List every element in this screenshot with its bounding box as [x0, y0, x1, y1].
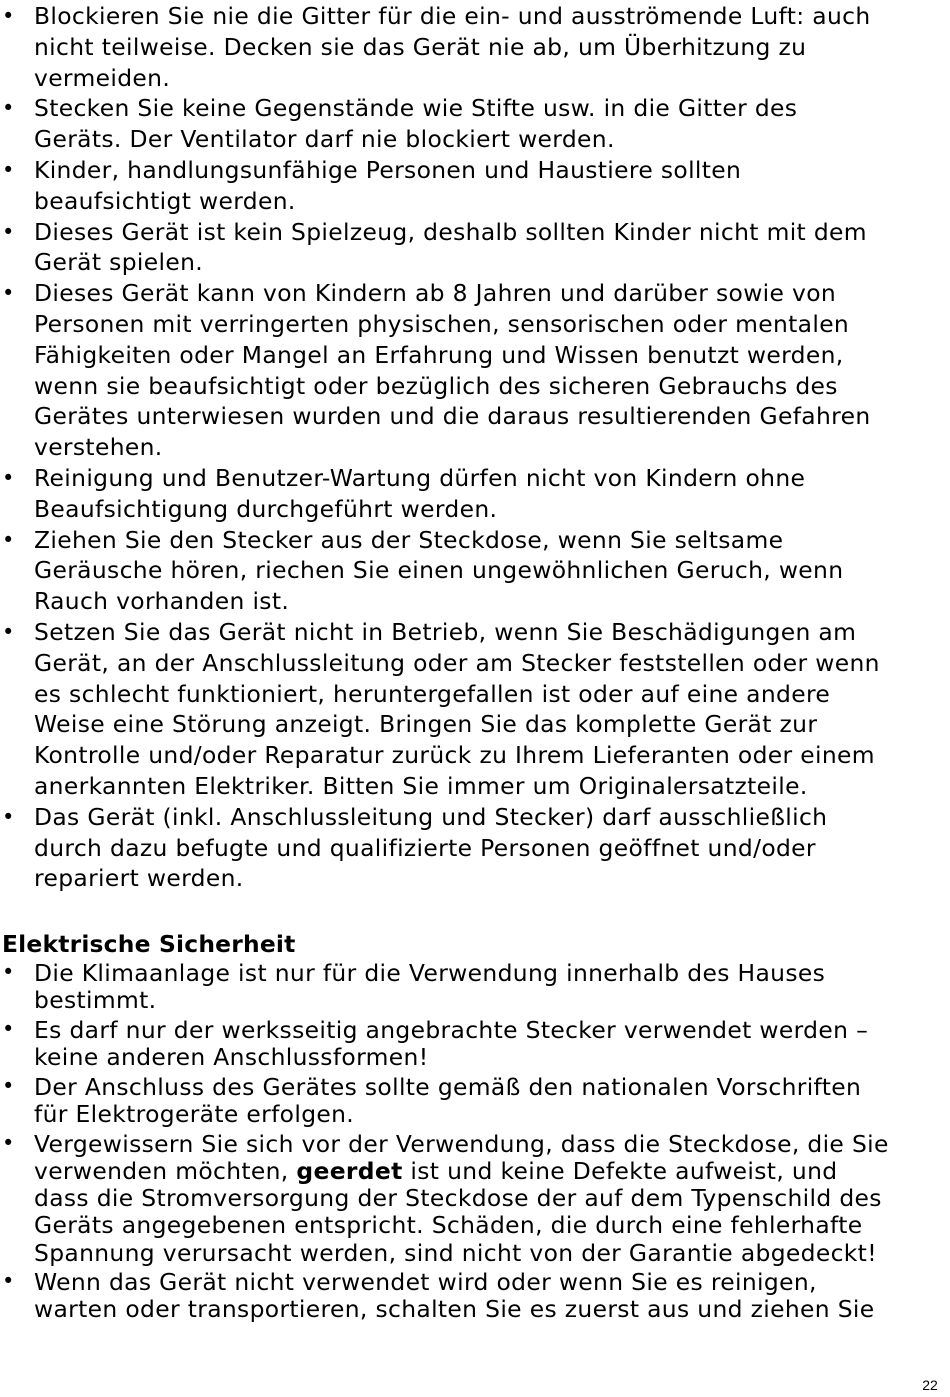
section-heading-electrical-safety: Elektrische Sicherheit — [2, 930, 296, 958]
bullet-icon: • — [2, 619, 15, 644]
bullet-icon: • — [2, 1130, 15, 1155]
list-item-text: Dieses Gerät kann von Kindern ab 8 Jahren und darüber sowie von Personen mit verringerten physischen, sensorischen oder mentalen Fähigkeiten oder Mangel an Erfahrung und Wissen benutzt werden, wenn sie beaufsichtigt oder bezüglich des sicheren Gebrauchs des Gerätes unterwiesen wurden und die daraus resultierenden Gefahren verstehen. — [34, 279, 871, 462]
bullet-icon: • — [2, 465, 15, 490]
list-item-text: Stecken Sie keine Gegenstände wie Stifte usw. in die Gitter des Geräts. Der Ventilator darf nie blockiert werden. — [34, 94, 798, 154]
list-item — [0, 1074, 950, 1128]
bullet-icon: • — [2, 157, 15, 182]
list-item-text: Das Gerät (inkl. Anschlussleitung und Stecker) darf ausschließlich durch dazu befugte und qualifizierte Personen geöffnet und/oder repariert werden. — [34, 802, 828, 893]
electrical-bullet-list — [0, 960, 950, 1324]
list-item — [0, 217, 950, 279]
list-item-text: Setzen Sie das Gerät nicht in Betrieb, wenn Sie Beschädigungen am Gerät, an der Anschlussleitung oder am Stecker feststellen oder wenn es schlecht funktioniert, heruntergefallen ist oder auf eine andere Weise eine Störung anzeigt. Bringen Sie das komplette Gerät zur Kontrolle und/oder Reparatur zurück zu Ihrem Lieferanten oder einem anerkannten Elektriker. Bitten Sie immer um Originalersatzteile. — [34, 617, 880, 800]
list-item — [0, 617, 950, 802]
bullet-icon: • — [2, 527, 15, 552]
list-item-text: Die Klimaanlage ist nur für die Verwendung innerhalb des Hauses bestimmt. — [34, 959, 826, 1015]
bullet-icon: • — [2, 1073, 15, 1098]
bullet-icon: • — [2, 4, 15, 28]
list-item-text: Ziehen Sie den Stecker aus der Steckdose, wenn Sie seltsame Geräusche hören, riechen Sie einen ungewöhnlichen Geruch, wenn Rauch vorhanden ist. — [34, 525, 844, 616]
list-item — [0, 802, 950, 894]
list-item — [0, 960, 950, 1014]
list-item — [0, 1269, 950, 1323]
page-number: 22 — [922, 1377, 938, 1393]
list-item-text: Kinder, handlungsunfähige Personen und Haustiere sollten beaufsichtigt werden. — [34, 155, 742, 215]
list-item-text: Vergewissern Sie sich vor der Verwendung, dass die Steckdose, die Sie verwenden möchten, — [34, 1129, 889, 1185]
list-item-text: Wenn das Gerät nicht verwendet wird oder wenn Sie es reinigen, warten oder transportieren, schalten Sie es zuerst aus und ziehen Sie — [34, 1268, 875, 1324]
list-item — [0, 278, 950, 463]
safety-bullet-list — [0, 1, 950, 894]
list-item-text: Der Anschluss des Gerätes sollte gemäß den nationalen Vorschriften für Elektrogeräte erfolgen. — [34, 1072, 862, 1129]
list-item — [0, 525, 950, 617]
list-item-text: Es darf nur der werksseitig angebrachte Stecker verwendet werden – keine anderen Anschlussformen! — [34, 1015, 869, 1072]
list-item-text: ist und keine Defekte aufweist, und dass die Stromversorgung der Steckdose der auf dem Typenschild des Geräts angegebenen entspricht. Schäden, die durch eine fehlerhafte Spannung verursacht werden, sind nicht von der Garantie abgedeckt! — [34, 1156, 882, 1267]
bullet-icon: • — [2, 219, 15, 244]
list-item — [0, 1, 950, 93]
list-item — [0, 463, 950, 525]
bullet-icon: • — [2, 1016, 15, 1041]
list-item-text: Blockieren Sie nie die Gitter für die ein- und ausströmende Luft: auch nicht teilweise. Decken sie das Gerät nie ab, um Überhitzung zu vermeiden. — [34, 2, 871, 92]
list-item-grounding — [0, 1131, 950, 1267]
list-item — [0, 1017, 950, 1071]
bullet-icon: • — [2, 960, 15, 984]
emphasis-geerdet: geerdet — [296, 1156, 403, 1185]
list-item — [0, 93, 950, 155]
list-item-text: Dieses Gerät ist kein Spielzeug, deshalb sollten Kinder nicht mit dem Gerät spielen. — [34, 217, 867, 277]
bullet-icon: • — [2, 281, 15, 306]
bullet-icon: • — [2, 1269, 15, 1294]
bullet-icon: • — [2, 804, 15, 829]
list-item-text: Reinigung und Benutzer-Wartung dürfen nicht von Kindern ohne Beaufsichtigung durchgeführt werden. — [34, 463, 806, 523]
list-item — [0, 155, 950, 217]
bullet-icon: • — [2, 96, 15, 121]
